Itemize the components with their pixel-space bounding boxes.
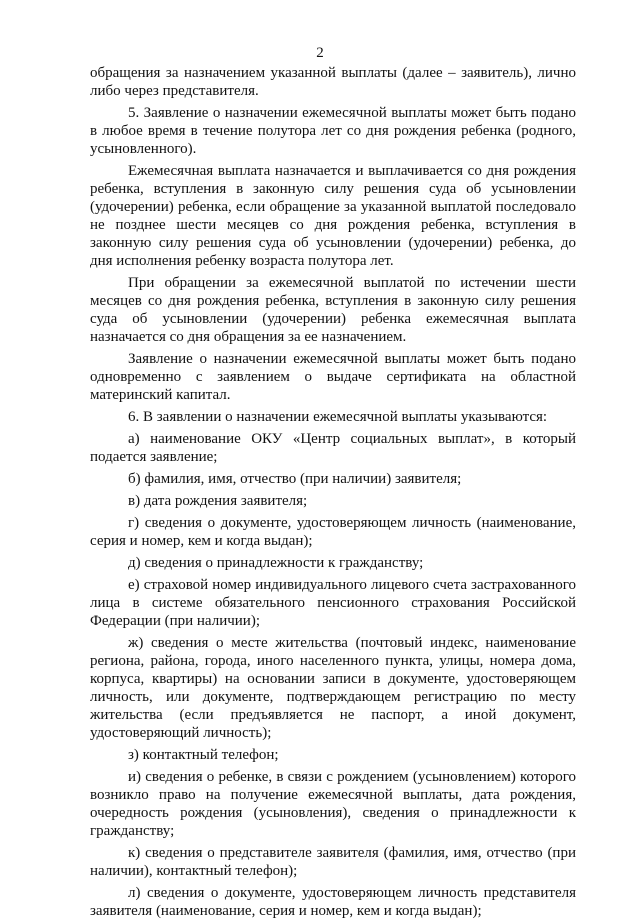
text-line: (удочерении) ребенка, если обращение за указанной выплатой последовало bbox=[90, 199, 576, 215]
text-line: серия и номер, кем и когда выдан); bbox=[90, 533, 313, 549]
paragraph bbox=[90, 64, 576, 100]
text-line: Федерации (при наличии); bbox=[90, 613, 260, 629]
paragraph bbox=[90, 634, 576, 742]
text-line: Заявление о назначении ежемесячной выплаты может быть подано bbox=[128, 351, 576, 367]
text-line: ж) сведения о месте жительства (почтовый индекс, наименование bbox=[128, 635, 576, 651]
text-line: либо через представителя. bbox=[90, 83, 259, 99]
text-line: гражданству; bbox=[90, 823, 175, 839]
paragraph bbox=[90, 746, 576, 764]
paragraph bbox=[90, 492, 576, 510]
text-line: з) контактный телефон; bbox=[128, 747, 279, 763]
text-line: суда об усыновлении (удочерении) ребенка ежемесячная выплата bbox=[90, 311, 576, 327]
paragraph bbox=[90, 470, 576, 488]
text-line: е) страховой номер индивидуального лицевого счета застрахованного bbox=[128, 577, 576, 593]
text-line: л) сведения о документе, удостоверяющем личность представителя bbox=[128, 885, 576, 901]
text-line: законную силу решения суда об усыновлении (удочерении) ребенка, до bbox=[90, 235, 576, 251]
text-line: Ежемесячная выплата назначается и выплачивается со дня рождения bbox=[128, 163, 576, 179]
text-line: и) сведения о ребенке, в связи с рождением (усыновлением) которого bbox=[128, 769, 576, 785]
text-line: в) дата рождения заявителя; bbox=[128, 493, 308, 509]
text-line: заявителя (наименование, серия и номер, кем и когда выдан); bbox=[90, 903, 482, 919]
text-line: удостоверяющий личность); bbox=[90, 725, 272, 741]
text-line: материнский капитал. bbox=[90, 387, 231, 403]
paragraph bbox=[90, 514, 576, 550]
text-line: При обращении за ежемесячной выплатой по истечении шести bbox=[128, 275, 576, 291]
text-line: в любое время в течение полутора лет со дня рождения ребенка (родного, bbox=[90, 123, 576, 139]
text-line: к) сведения о представителе заявителя (фамилия, имя, отчество (при bbox=[128, 845, 576, 861]
text-line: наличии), контактный телефон); bbox=[90, 863, 298, 879]
paragraph bbox=[90, 274, 576, 346]
paragraph bbox=[90, 408, 576, 426]
paragraph bbox=[90, 430, 576, 466]
text-line: региона, района, города, иного населенного пункта, улицы, номера дома, bbox=[90, 653, 576, 669]
text-line: возникло право на получение ежемесячной выплаты, дата рождения, bbox=[90, 787, 576, 803]
text-line: дня исполнения ребенку возраста полутора лет. bbox=[90, 253, 394, 269]
paragraph bbox=[90, 576, 576, 630]
text-line: усыновленного). bbox=[90, 141, 197, 157]
paragraph bbox=[90, 162, 576, 270]
paragraph bbox=[90, 350, 576, 404]
paragraph bbox=[90, 844, 576, 880]
page-number: 2 bbox=[316, 45, 324, 61]
text-line: б) фамилия, имя, отчество (при наличии) заявителя; bbox=[128, 471, 462, 487]
paragraph bbox=[90, 104, 576, 158]
text-line: обращения за назначением указанной выплаты (далее – заявитель), лично bbox=[90, 65, 576, 81]
text-line: корпуса, квартиры) на основании записи в документе, удостоверяющем bbox=[90, 671, 576, 687]
paragraph bbox=[90, 884, 576, 920]
text-line: 5. Заявление о назначении ежемесячной выплаты может быть подано bbox=[128, 105, 576, 121]
text-line: 6. В заявлении о назначении ежемесячной выплаты указываются: bbox=[128, 409, 548, 425]
text-line: д) сведения о принадлежности к гражданству; bbox=[128, 555, 424, 571]
paragraph bbox=[90, 768, 576, 840]
text-line: месяцев со дня рождения ребенка, вступления в законную силу решения bbox=[90, 293, 576, 309]
text-line: личность, или документе, подтверждающем регистрацию по месту bbox=[90, 689, 576, 705]
text-line: очередность рождения (усыновления), сведения о принадлежности к bbox=[90, 805, 576, 821]
text-line: назначается со дня обращения за ее назначением. bbox=[90, 329, 407, 345]
text-line: г) сведения о документе, удостоверяющем личность (наименование, bbox=[128, 515, 576, 531]
text-line: лица в системе обязательного пенсионного страхования Российской bbox=[90, 595, 576, 611]
text-line: ребенка, вступления в законную силу решения суда об усыновлении bbox=[90, 181, 576, 197]
text-line: а) наименование ОКУ «Центр социальных выплат», в который bbox=[128, 431, 576, 447]
document-body bbox=[90, 64, 576, 924]
text-line: подается заявление; bbox=[90, 449, 218, 465]
paragraph bbox=[90, 554, 576, 572]
text-line: одновременно с заявлением о выдаче сертификата на областной bbox=[90, 369, 576, 385]
text-line: жительства (если предъявляется не паспорт, а иной документ, bbox=[90, 707, 576, 723]
text-line: не позднее шести месяцев со дня рождения ребенка, вступления в bbox=[90, 217, 576, 233]
